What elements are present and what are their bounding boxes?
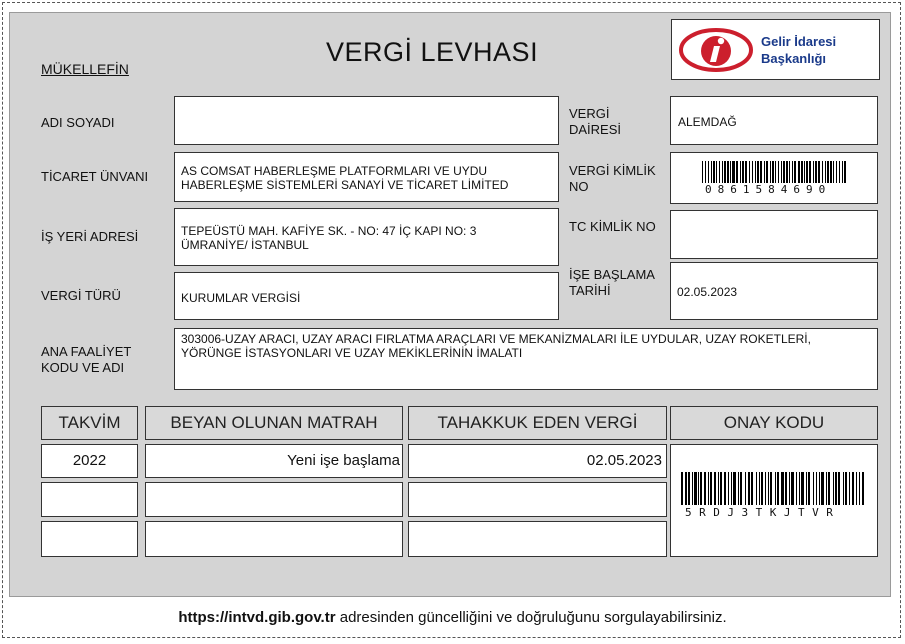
name-field: [174, 96, 559, 145]
tax-id-barcode: [702, 161, 847, 183]
tc-id-label: TC KİMLİK NO: [569, 219, 656, 234]
tax-type-value: KURUMLAR VERGİSİ: [181, 291, 301, 305]
tax-office-field: [670, 96, 878, 145]
table-cell: [408, 521, 667, 557]
start-date-label: İŞE BAŞLAMA TARİHİ: [569, 267, 655, 298]
verification-link[interactable]: https://intvd.gib.gov.tr: [178, 609, 336, 626]
table-cell: 02.05.2023: [408, 444, 667, 478]
tax-id-label: VERGİ KİMLİK NO: [569, 163, 656, 194]
header-matrah: BEYAN OLUNAN MATRAH: [145, 406, 403, 440]
document-title: VERGİ LEVHASI: [326, 37, 539, 67]
footer-text: adresinden güncelliğini ve doğruluğunu sorgulayabilirsiniz.: [335, 609, 727, 626]
tax-type-field: [174, 272, 559, 320]
table-cell: [145, 482, 403, 517]
address-field: [174, 208, 559, 266]
address-value: TEPEÜSTÜ MAH. KAFİYE SK. - NO: 47 İÇ KAPI NO: 3 ÜMRANİYE/ İSTANBUL: [181, 224, 477, 252]
tax-id-field: [670, 152, 878, 204]
tax-office-label: VERGİ DAİRESİ: [569, 106, 622, 137]
footer-note: [0, 608, 905, 628]
table-cell: [41, 482, 138, 517]
approval-code-value: 5RDJ3TKJTVR: [685, 506, 841, 519]
section-label: MÜKELLEFİN: [41, 61, 129, 77]
barcode-bar: [846, 161, 847, 183]
approval-code-cell: [670, 444, 878, 557]
tax-id-value: 0861584690: [705, 183, 832, 196]
trade-name-value: AS COMSAT HABERLEŞME PLATFORMLARI VE UYDU HABERLEŞME SİSTEMLERİ SANAYİ VE TİCARET LİMİTED: [181, 164, 509, 192]
table-cell: 2022: [41, 444, 138, 478]
start-date-field: [670, 262, 878, 320]
activity-value: 303006-UZAY ARACI, UZAY ARACI FIRLATMA ARAÇLARI VE MEKANİZMALARI İLE UYDULAR, UZAY ROKETLERİ, YÖRÜNGE İSTASYONLARI VE UZAY MEKİKLERİNİN İMALATI: [181, 332, 811, 360]
header-takvim: TAKVİM: [41, 406, 138, 440]
header-tahakkuk: TAHAKKUK EDEN VERGİ: [408, 406, 667, 440]
trade-name-label: TİCARET ÜNVANI: [41, 169, 149, 184]
activity-field: [174, 328, 878, 390]
barcode-bar: [864, 472, 866, 505]
table-cell: [145, 521, 403, 557]
header-onay-kodu: ONAY KODU: [670, 406, 878, 440]
trade-name-field: [174, 152, 559, 202]
tax-office-value: ALEMDAĞ: [678, 115, 737, 129]
approval-barcode: [681, 472, 866, 505]
tax-type-label: VERGİ TÜRÜ: [41, 288, 121, 303]
gib-logo-icon: [678, 27, 754, 73]
table-cell: [41, 521, 138, 557]
start-date-value: 02.05.2023: [677, 285, 738, 299]
logo-text: Gelir İdaresi Başkanlığı: [761, 34, 837, 66]
tc-id-field: [670, 210, 878, 259]
name-label: ADI SOYADI: [41, 115, 115, 130]
table-cell: [408, 482, 667, 517]
activity-label: ANA FAALİYET KODU VE ADI: [41, 344, 132, 375]
logo-box: [671, 19, 880, 80]
address-label: İŞ YERİ ADRESİ: [41, 229, 139, 244]
table-cell: Yeni işe başlama: [145, 444, 403, 478]
